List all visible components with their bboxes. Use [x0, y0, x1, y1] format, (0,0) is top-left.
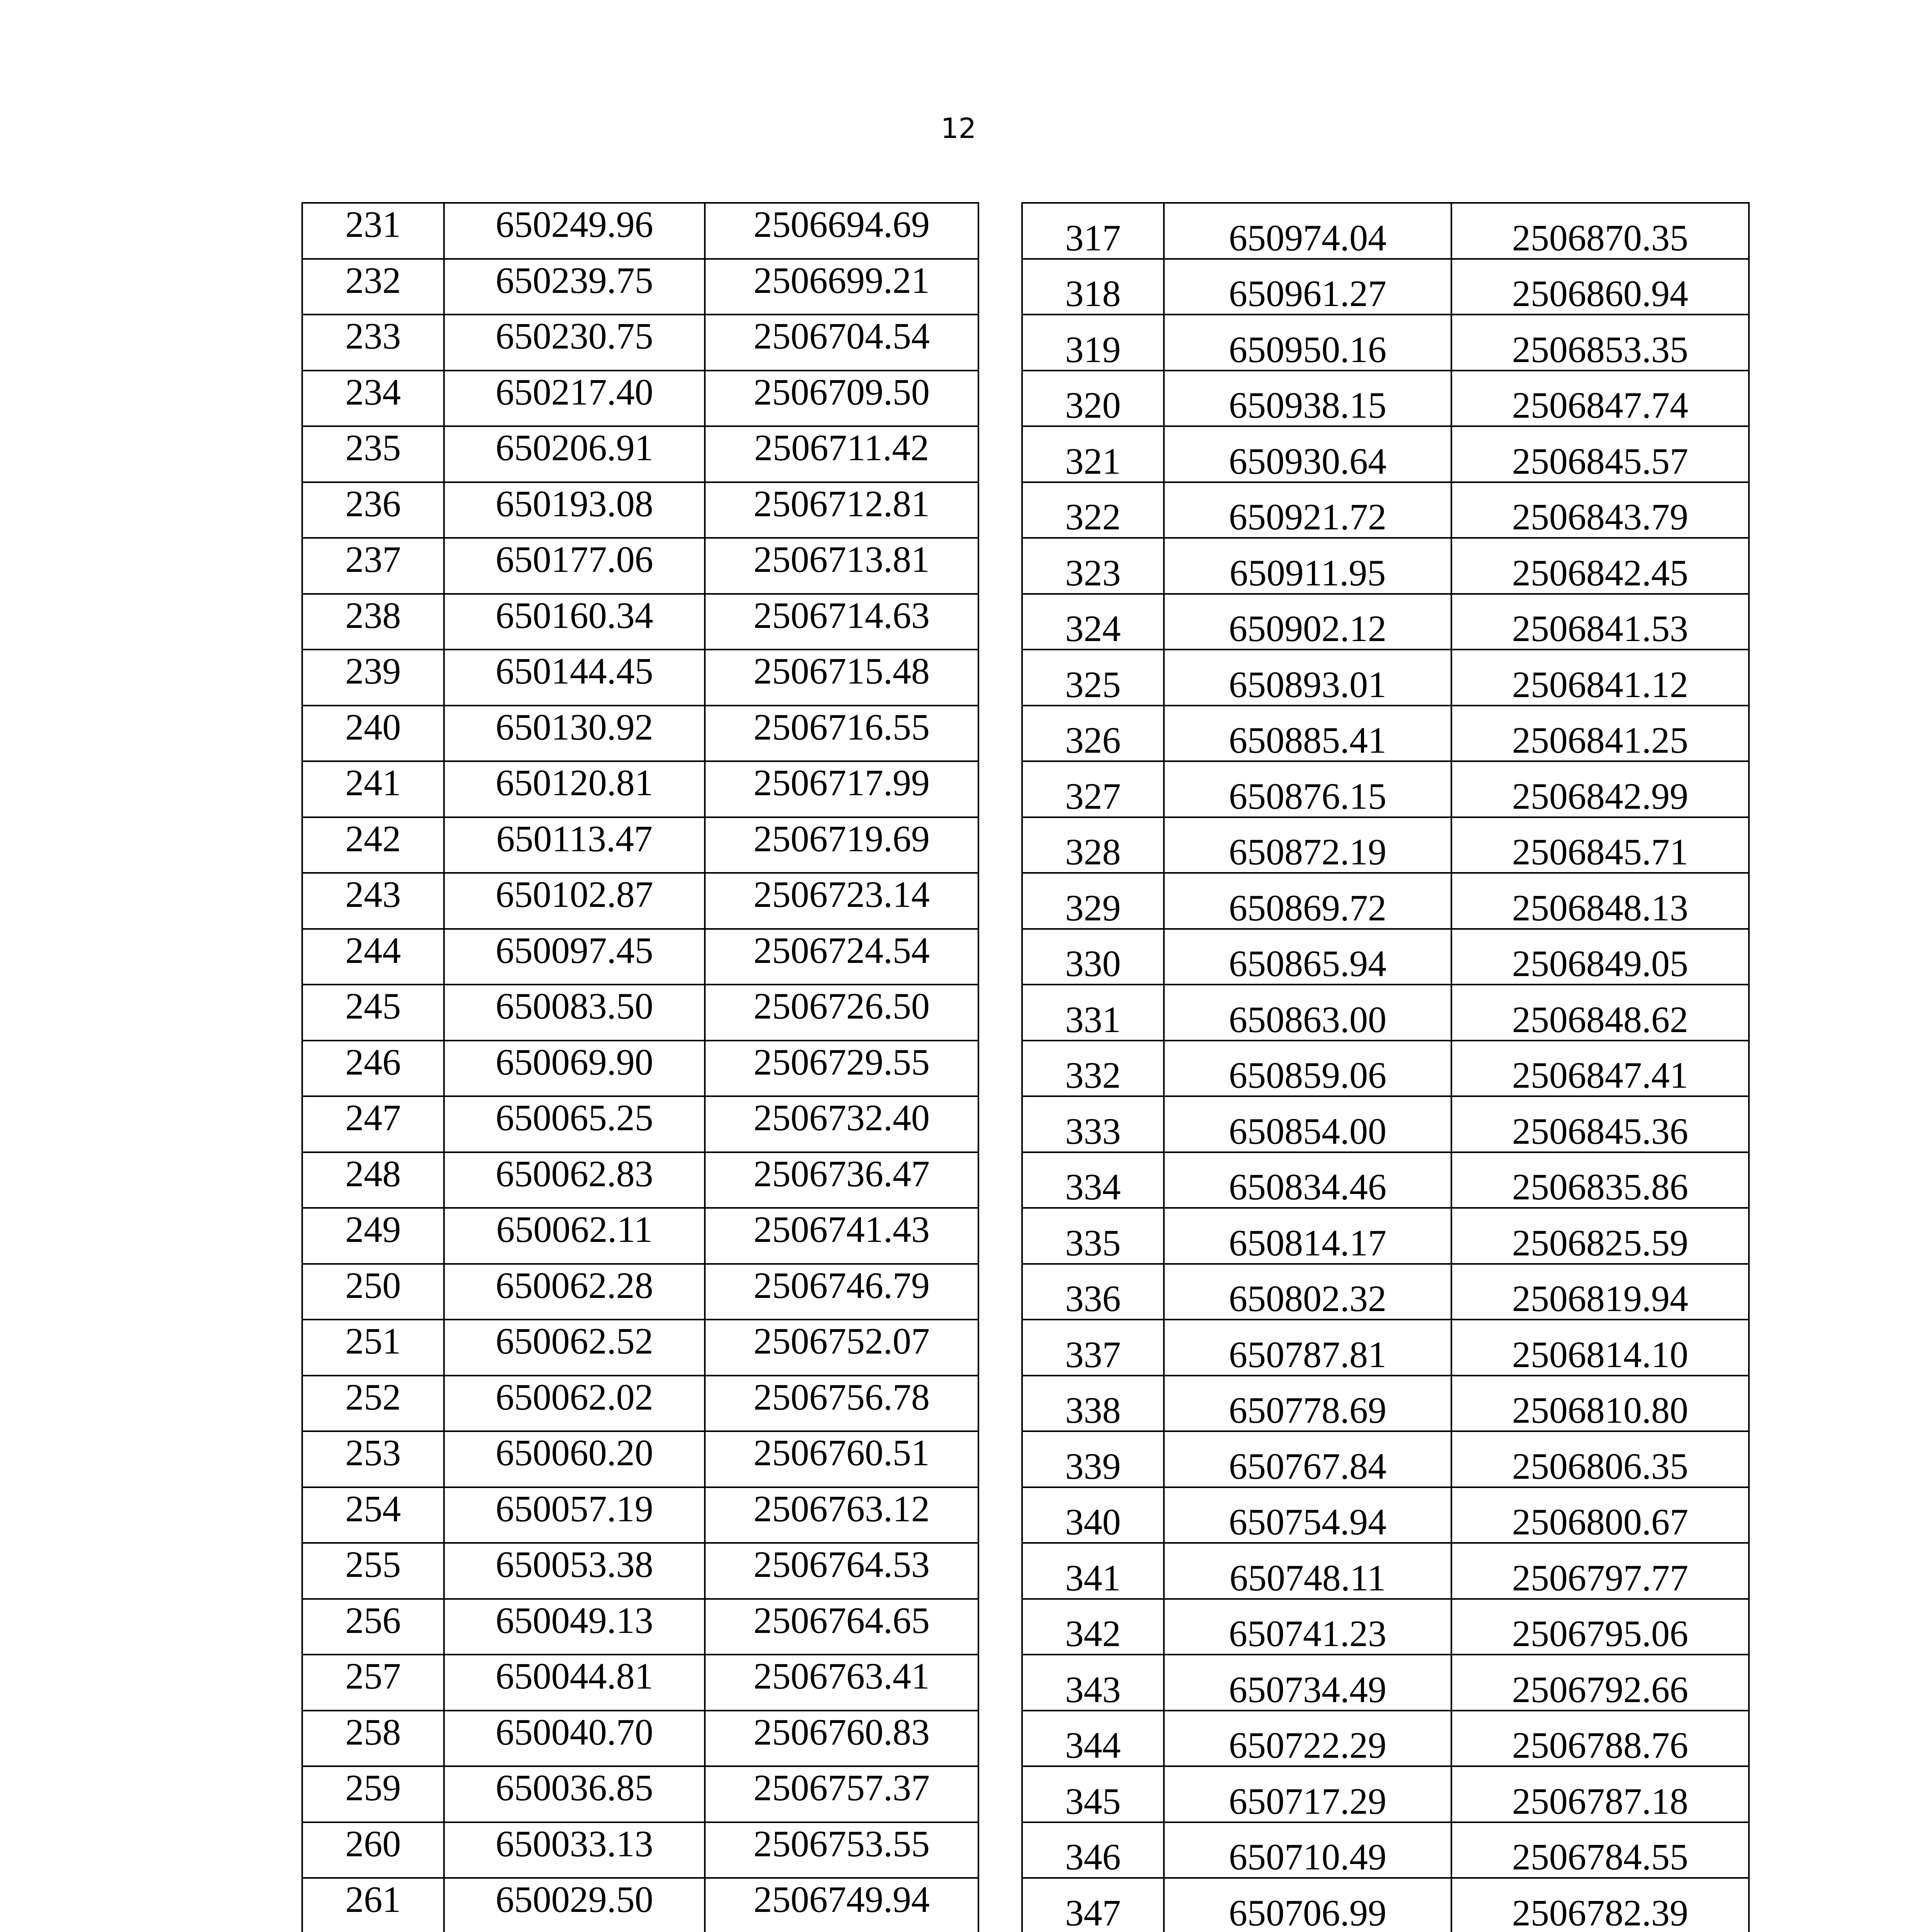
table-row: [302, 1208, 1749, 1264]
column-gap-cell: [978, 426, 1022, 482]
right-x-coordinate-cell: 650911.95: [1164, 538, 1451, 594]
left-y-coordinate-cell: 2506709.50: [705, 371, 978, 427]
right-point-number-cell: 344: [1022, 1711, 1164, 1767]
left-point-number-cell: 235: [302, 426, 444, 482]
right-y-coordinate-cell: 2506841.12: [1451, 650, 1749, 706]
right-x-coordinate-cell: 650961.27: [1164, 259, 1451, 315]
left-x-coordinate-cell: 650249.96: [444, 203, 705, 259]
column-gap-cell: [978, 259, 1022, 315]
table-row: [302, 1376, 1749, 1432]
right-y-coordinate-cell: 2506797.77: [1451, 1543, 1749, 1599]
left-y-coordinate-cell: 2506726.50: [705, 985, 978, 1041]
left-y-coordinate-cell: 2506763.41: [705, 1655, 978, 1711]
right-x-coordinate-cell: 650885.41: [1164, 706, 1451, 762]
left-point-number-cell: 244: [302, 929, 444, 985]
table-row: [302, 929, 1749, 985]
right-y-coordinate-cell: 2506847.74: [1451, 371, 1749, 427]
left-point-number-cell: 243: [302, 873, 444, 929]
right-x-coordinate-cell: 650893.01: [1164, 650, 1451, 706]
table-row: [302, 1711, 1749, 1767]
column-gap-cell: [978, 650, 1022, 706]
column-gap-cell: [978, 761, 1022, 817]
table-row: [302, 371, 1749, 427]
left-x-coordinate-cell: 650036.85: [444, 1766, 705, 1822]
left-y-coordinate-cell: 2506723.14: [705, 873, 978, 929]
right-y-coordinate-cell: 2506847.41: [1451, 1041, 1749, 1097]
right-point-number-cell: 335: [1022, 1208, 1164, 1264]
left-point-number-cell: 259: [302, 1766, 444, 1822]
left-y-coordinate-cell: 2506764.65: [705, 1599, 978, 1655]
left-point-number-cell: 252: [302, 1376, 444, 1432]
table-row: [302, 1096, 1749, 1152]
left-point-number-cell: 254: [302, 1487, 444, 1543]
table-row: [302, 1320, 1749, 1376]
left-y-coordinate-cell: 2506711.42: [705, 426, 978, 482]
right-x-coordinate-cell: 650865.94: [1164, 929, 1451, 985]
right-point-number-cell: 317: [1022, 203, 1164, 259]
left-x-coordinate-cell: 650193.08: [444, 482, 705, 538]
left-y-coordinate-cell: 2506760.83: [705, 1711, 978, 1767]
right-point-number-cell: 346: [1022, 1822, 1164, 1878]
right-point-number-cell: 332: [1022, 1041, 1164, 1097]
table-row: [302, 259, 1749, 315]
right-x-coordinate-cell: 650930.64: [1164, 426, 1451, 482]
left-y-coordinate-cell: 2506704.54: [705, 315, 978, 371]
table-row: [302, 1599, 1749, 1655]
table-row: [302, 985, 1749, 1041]
column-gap-cell: [978, 482, 1022, 538]
right-x-coordinate-cell: 650722.29: [1164, 1711, 1451, 1767]
right-point-number-cell: 327: [1022, 761, 1164, 817]
left-x-coordinate-cell: 650069.90: [444, 1041, 705, 1097]
right-point-number-cell: 323: [1022, 538, 1164, 594]
right-y-coordinate-cell: 2506806.35: [1451, 1431, 1749, 1487]
table-row: [302, 1041, 1749, 1097]
left-point-number-cell: 246: [302, 1041, 444, 1097]
left-y-coordinate-cell: 2506749.94: [705, 1878, 978, 1932]
left-y-coordinate-cell: 2506732.40: [705, 1096, 978, 1152]
table-row: [302, 706, 1749, 762]
left-point-number-cell: 236: [302, 482, 444, 538]
left-point-number-cell: 240: [302, 706, 444, 762]
right-point-number-cell: 318: [1022, 259, 1164, 315]
left-point-number-cell: 248: [302, 1152, 444, 1208]
right-x-coordinate-cell: 650869.72: [1164, 873, 1451, 929]
left-x-coordinate-cell: 650044.81: [444, 1655, 705, 1711]
left-x-coordinate-cell: 650057.19: [444, 1487, 705, 1543]
column-gap-cell: [978, 1208, 1022, 1264]
right-point-number-cell: 319: [1022, 315, 1164, 371]
left-y-coordinate-cell: 2506746.79: [705, 1264, 978, 1320]
column-gap-cell: [978, 1655, 1022, 1711]
left-point-number-cell: 255: [302, 1543, 444, 1599]
table-row: [302, 761, 1749, 817]
left-x-coordinate-cell: 650033.13: [444, 1822, 705, 1878]
left-point-number-cell: 231: [302, 203, 444, 259]
table-row: [302, 1487, 1749, 1543]
right-point-number-cell: 325: [1022, 650, 1164, 706]
left-point-number-cell: 250: [302, 1264, 444, 1320]
left-x-coordinate-cell: 650062.02: [444, 1376, 705, 1432]
right-y-coordinate-cell: 2506782.39: [1451, 1878, 1749, 1932]
column-gap-cell: [978, 1096, 1022, 1152]
column-gap-cell: [978, 1766, 1022, 1822]
table-row: [302, 650, 1749, 706]
left-y-coordinate-cell: 2506694.69: [705, 203, 978, 259]
right-point-number-cell: 345: [1022, 1766, 1164, 1822]
right-y-coordinate-cell: 2506842.99: [1451, 761, 1749, 817]
left-x-coordinate-cell: 650062.28: [444, 1264, 705, 1320]
left-y-coordinate-cell: 2506724.54: [705, 929, 978, 985]
left-point-number-cell: 260: [302, 1822, 444, 1878]
table-row: [302, 1431, 1749, 1487]
right-x-coordinate-cell: 650854.00: [1164, 1096, 1451, 1152]
right-y-coordinate-cell: 2506845.57: [1451, 426, 1749, 482]
left-y-coordinate-cell: 2506764.53: [705, 1543, 978, 1599]
right-point-number-cell: 329: [1022, 873, 1164, 929]
right-point-number-cell: 338: [1022, 1376, 1164, 1432]
left-x-coordinate-cell: 650065.25: [444, 1096, 705, 1152]
left-x-coordinate-cell: 650062.83: [444, 1152, 705, 1208]
table-row: [302, 594, 1749, 650]
left-x-coordinate-cell: 650217.40: [444, 371, 705, 427]
right-y-coordinate-cell: 2506849.05: [1451, 929, 1749, 985]
right-x-coordinate-cell: 650859.06: [1164, 1041, 1451, 1097]
left-y-coordinate-cell: 2506699.21: [705, 259, 978, 315]
right-point-number-cell: 320: [1022, 371, 1164, 427]
left-point-number-cell: 251: [302, 1320, 444, 1376]
left-point-number-cell: 256: [302, 1599, 444, 1655]
right-x-coordinate-cell: 650778.69: [1164, 1376, 1451, 1432]
column-gap-cell: [978, 594, 1022, 650]
left-x-coordinate-cell: 650102.87: [444, 873, 705, 929]
right-y-coordinate-cell: 2506819.94: [1451, 1264, 1749, 1320]
right-y-coordinate-cell: 2506860.94: [1451, 259, 1749, 315]
right-point-number-cell: 321: [1022, 426, 1164, 482]
right-y-coordinate-cell: 2506814.10: [1451, 1320, 1749, 1376]
column-gap-cell: [978, 706, 1022, 762]
right-x-coordinate-cell: 650938.15: [1164, 371, 1451, 427]
right-x-coordinate-cell: 650706.99: [1164, 1878, 1451, 1932]
right-x-coordinate-cell: 650872.19: [1164, 817, 1451, 873]
right-y-coordinate-cell: 2506787.18: [1451, 1766, 1749, 1822]
right-x-coordinate-cell: 650876.15: [1164, 761, 1451, 817]
right-y-coordinate-cell: 2506853.35: [1451, 315, 1749, 371]
left-point-number-cell: 242: [302, 817, 444, 873]
left-y-coordinate-cell: 2506760.51: [705, 1431, 978, 1487]
table-row: [302, 538, 1749, 594]
right-x-coordinate-cell: 650748.11: [1164, 1543, 1451, 1599]
right-point-number-cell: 343: [1022, 1655, 1164, 1711]
right-x-coordinate-cell: 650921.72: [1164, 482, 1451, 538]
left-y-coordinate-cell: 2506753.55: [705, 1822, 978, 1878]
right-y-coordinate-cell: 2506784.55: [1451, 1822, 1749, 1878]
table-row: [302, 873, 1749, 929]
right-point-number-cell: 341: [1022, 1543, 1164, 1599]
right-point-number-cell: 331: [1022, 985, 1164, 1041]
right-y-coordinate-cell: 2506870.35: [1451, 203, 1749, 259]
left-y-coordinate-cell: 2506736.47: [705, 1152, 978, 1208]
column-gap-cell: [978, 538, 1022, 594]
right-point-number-cell: 330: [1022, 929, 1164, 985]
table-row: [302, 203, 1749, 259]
right-x-coordinate-cell: 650863.00: [1164, 985, 1451, 1041]
right-y-coordinate-cell: 2506845.71: [1451, 817, 1749, 873]
left-point-number-cell: 258: [302, 1711, 444, 1767]
left-x-coordinate-cell: 650239.75: [444, 259, 705, 315]
left-x-coordinate-cell: 650062.11: [444, 1208, 705, 1264]
left-x-coordinate-cell: 650120.81: [444, 761, 705, 817]
left-point-number-cell: 233: [302, 315, 444, 371]
right-point-number-cell: 333: [1022, 1096, 1164, 1152]
right-y-coordinate-cell: 2506810.80: [1451, 1376, 1749, 1432]
left-x-coordinate-cell: 650230.75: [444, 315, 705, 371]
column-gap-cell: [978, 1431, 1022, 1487]
left-y-coordinate-cell: 2506713.81: [705, 538, 978, 594]
left-point-number-cell: 238: [302, 594, 444, 650]
right-x-coordinate-cell: 650902.12: [1164, 594, 1451, 650]
right-point-number-cell: 342: [1022, 1599, 1164, 1655]
right-point-number-cell: 324: [1022, 594, 1164, 650]
right-point-number-cell: 339: [1022, 1431, 1164, 1487]
left-x-coordinate-cell: 650177.06: [444, 538, 705, 594]
column-gap-cell: [978, 873, 1022, 929]
right-y-coordinate-cell: 2506835.86: [1451, 1152, 1749, 1208]
right-y-coordinate-cell: 2506825.59: [1451, 1208, 1749, 1264]
coordinate-table: [301, 202, 1750, 1932]
table-row: [302, 1152, 1749, 1208]
left-x-coordinate-cell: 650130.92: [444, 706, 705, 762]
left-x-coordinate-cell: 650097.45: [444, 929, 705, 985]
column-gap-cell: [978, 371, 1022, 427]
left-point-number-cell: 232: [302, 259, 444, 315]
left-x-coordinate-cell: 650053.38: [444, 1543, 705, 1599]
column-gap-cell: [978, 1487, 1022, 1543]
right-y-coordinate-cell: 2506795.06: [1451, 1599, 1749, 1655]
table-row: [302, 1543, 1749, 1599]
left-y-coordinate-cell: 2506715.48: [705, 650, 978, 706]
right-x-coordinate-cell: 650741.23: [1164, 1599, 1451, 1655]
right-x-coordinate-cell: 650814.17: [1164, 1208, 1451, 1264]
left-y-coordinate-cell: 2506714.63: [705, 594, 978, 650]
column-gap-cell: [978, 315, 1022, 371]
right-point-number-cell: 322: [1022, 482, 1164, 538]
right-y-coordinate-cell: 2506841.25: [1451, 706, 1749, 762]
column-gap-cell: [978, 1041, 1022, 1097]
left-y-coordinate-cell: 2506716.55: [705, 706, 978, 762]
right-y-coordinate-cell: 2506843.79: [1451, 482, 1749, 538]
right-x-coordinate-cell: 650834.46: [1164, 1152, 1451, 1208]
column-gap-cell: [978, 1711, 1022, 1767]
right-point-number-cell: 326: [1022, 706, 1164, 762]
table-row: [302, 1766, 1749, 1822]
coordinate-table-body: [302, 203, 1749, 1932]
left-x-coordinate-cell: 650040.70: [444, 1711, 705, 1767]
left-point-number-cell: 237: [302, 538, 444, 594]
table-row: [302, 1878, 1749, 1932]
right-y-coordinate-cell: 2506800.67: [1451, 1487, 1749, 1543]
left-point-number-cell: 247: [302, 1096, 444, 1152]
right-point-number-cell: 347: [1022, 1878, 1164, 1932]
left-x-coordinate-cell: 650062.52: [444, 1320, 705, 1376]
left-point-number-cell: 245: [302, 985, 444, 1041]
column-gap-cell: [978, 203, 1022, 259]
left-y-coordinate-cell: 2506752.07: [705, 1320, 978, 1376]
table-row: [302, 1822, 1749, 1878]
column-gap-cell: [978, 929, 1022, 985]
left-point-number-cell: 257: [302, 1655, 444, 1711]
column-gap-cell: [978, 1543, 1022, 1599]
table-row: [302, 1264, 1749, 1320]
right-point-number-cell: 336: [1022, 1264, 1164, 1320]
right-point-number-cell: 340: [1022, 1487, 1164, 1543]
left-x-coordinate-cell: 650113.47: [444, 817, 705, 873]
column-gap-cell: [978, 1599, 1022, 1655]
page-number: 12: [941, 112, 976, 145]
left-x-coordinate-cell: 650049.13: [444, 1599, 705, 1655]
left-point-number-cell: 234: [302, 371, 444, 427]
column-gap-cell: [978, 1878, 1022, 1932]
table-row: [302, 482, 1749, 538]
table-row: [302, 426, 1749, 482]
left-point-number-cell: 239: [302, 650, 444, 706]
left-x-coordinate-cell: 650144.45: [444, 650, 705, 706]
column-gap-cell: [978, 1264, 1022, 1320]
left-y-coordinate-cell: 2506763.12: [705, 1487, 978, 1543]
right-y-coordinate-cell: 2506841.53: [1451, 594, 1749, 650]
right-point-number-cell: 334: [1022, 1152, 1164, 1208]
left-point-number-cell: 241: [302, 761, 444, 817]
left-point-number-cell: 253: [302, 1431, 444, 1487]
right-x-coordinate-cell: 650950.16: [1164, 315, 1451, 371]
left-y-coordinate-cell: 2506756.78: [705, 1376, 978, 1432]
right-x-coordinate-cell: 650787.81: [1164, 1320, 1451, 1376]
right-y-coordinate-cell: 2506792.66: [1451, 1655, 1749, 1711]
right-y-coordinate-cell: 2506845.36: [1451, 1096, 1749, 1152]
left-point-number-cell: 249: [302, 1208, 444, 1264]
column-gap-cell: [978, 1822, 1022, 1878]
table-row: [302, 1655, 1749, 1711]
column-gap-cell: [978, 1376, 1022, 1432]
left-y-coordinate-cell: 2506719.69: [705, 817, 978, 873]
column-gap-cell: [978, 1320, 1022, 1376]
left-y-coordinate-cell: 2506729.55: [705, 1041, 978, 1097]
right-x-coordinate-cell: 650974.04: [1164, 203, 1451, 259]
right-y-coordinate-cell: 2506842.45: [1451, 538, 1749, 594]
right-x-coordinate-cell: 650802.32: [1164, 1264, 1451, 1320]
column-gap-cell: [978, 985, 1022, 1041]
table-row: [302, 817, 1749, 873]
left-x-coordinate-cell: 650160.34: [444, 594, 705, 650]
right-y-coordinate-cell: 2506848.13: [1451, 873, 1749, 929]
right-point-number-cell: 337: [1022, 1320, 1164, 1376]
left-x-coordinate-cell: 650060.20: [444, 1431, 705, 1487]
column-gap-cell: [978, 1152, 1022, 1208]
right-x-coordinate-cell: 650754.94: [1164, 1487, 1451, 1543]
right-x-coordinate-cell: 650734.49: [1164, 1655, 1451, 1711]
left-x-coordinate-cell: 650206.91: [444, 426, 705, 482]
right-x-coordinate-cell: 650710.49: [1164, 1822, 1451, 1878]
left-y-coordinate-cell: 2506717.99: [705, 761, 978, 817]
right-x-coordinate-cell: 650767.84: [1164, 1431, 1451, 1487]
right-x-coordinate-cell: 650717.29: [1164, 1766, 1451, 1822]
table-row: [302, 315, 1749, 371]
left-x-coordinate-cell: 650083.50: [444, 985, 705, 1041]
right-y-coordinate-cell: 2506788.76: [1451, 1711, 1749, 1767]
column-gap-cell: [978, 817, 1022, 873]
left-y-coordinate-cell: 2506712.81: [705, 482, 978, 538]
right-y-coordinate-cell: 2506848.62: [1451, 985, 1749, 1041]
left-point-number-cell: 261: [302, 1878, 444, 1932]
left-y-coordinate-cell: 2506757.37: [705, 1766, 978, 1822]
left-x-coordinate-cell: 650029.50: [444, 1878, 705, 1932]
right-point-number-cell: 328: [1022, 817, 1164, 873]
left-y-coordinate-cell: 2506741.43: [705, 1208, 978, 1264]
